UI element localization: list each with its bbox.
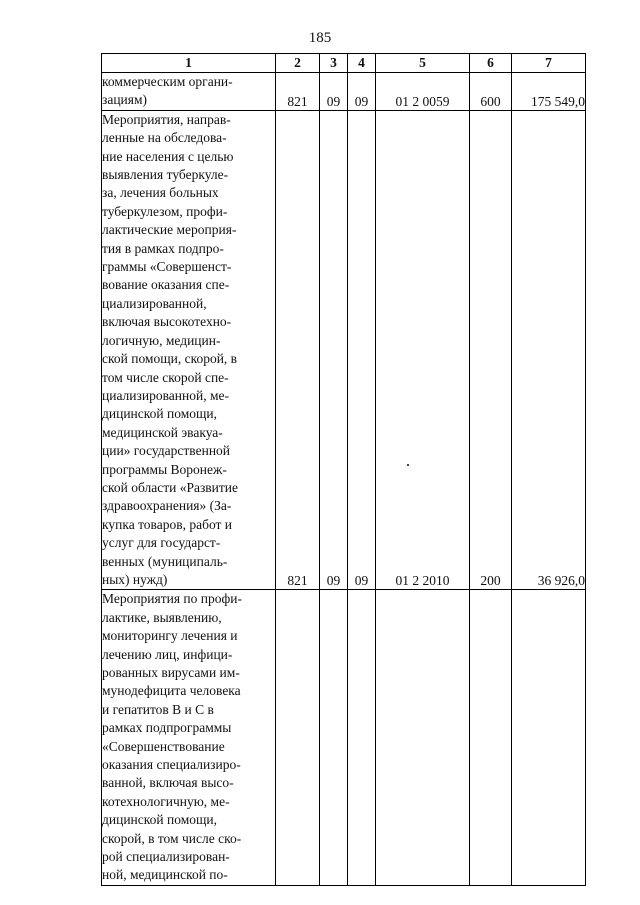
description-line: дицинской помощи, xyxy=(102,406,217,422)
description-line: мунодефицита человека xyxy=(102,683,241,699)
description-line: рованных вирусами им- xyxy=(102,665,240,680)
description-line: лечению лиц, инфици- xyxy=(102,646,233,662)
table-row xyxy=(102,110,586,590)
description-line: коммерческим органи- xyxy=(102,74,233,89)
subsection-code-cell xyxy=(348,590,376,886)
description-line: рамках подпрограммы xyxy=(102,720,232,736)
description-line: циализированной, ме- xyxy=(102,387,229,403)
description-line: том числе скорой спе- xyxy=(102,369,229,385)
row-description xyxy=(102,590,276,886)
description-line: «Совершенствование xyxy=(102,738,225,754)
description-line: медицинской эвакуа- xyxy=(102,424,223,440)
description-line: включая высокотехно- xyxy=(102,314,232,330)
target-article-cell xyxy=(376,590,470,886)
description-line: Мероприятия, направ- xyxy=(102,111,231,127)
description-line: циализированной, xyxy=(102,295,207,311)
description-line: ленные на обследова- xyxy=(102,130,227,146)
table-header-row xyxy=(102,54,586,73)
column-header: 3 xyxy=(320,54,348,73)
description-line: лактике, выявлению, xyxy=(102,609,222,625)
description-line: венных (муниципаль- xyxy=(102,553,228,569)
section-code-cell: 09 xyxy=(320,110,348,590)
description-line: здравоохранения» (За- xyxy=(102,498,232,514)
description-line: купка товаров, работ и xyxy=(102,516,233,532)
description-line: рой специализирован- xyxy=(102,849,230,865)
row-description xyxy=(102,73,276,111)
table-row xyxy=(102,73,586,111)
description-line: за, лечения больных xyxy=(102,185,219,201)
description-line: зациям) xyxy=(102,92,148,108)
description-line: ных) нужд) xyxy=(102,571,168,587)
description-line: Мероприятия по профи- xyxy=(102,591,242,607)
target-article-cell: 01 2 0059 xyxy=(376,73,470,111)
description-line: лактические мероприя- xyxy=(102,222,237,238)
ministry-code-cell: 821 xyxy=(276,110,320,590)
section-code-cell: 09 xyxy=(320,73,348,111)
column-header: 6 xyxy=(470,54,512,73)
table-row xyxy=(102,590,586,886)
row-description xyxy=(102,110,276,590)
description-line: туберкулезом, профи- xyxy=(102,203,228,219)
subsection-code-cell: 09 xyxy=(348,110,376,590)
description-line: оказания специализиро- xyxy=(102,757,241,773)
column-header: 2 xyxy=(276,54,320,73)
amount-cell: 36 926,0 xyxy=(512,110,586,590)
description-line: ской помощи, скорой, в xyxy=(102,351,238,367)
description-line: программы Воронеж- xyxy=(102,461,227,477)
expense-type-cell: 600 xyxy=(470,73,512,111)
description-line: ской области «Развитие xyxy=(102,479,239,495)
description-line: граммы «Совершенст- xyxy=(102,259,232,275)
description-line: скорой, в том числе ско- xyxy=(102,830,242,846)
page-number: 185 xyxy=(308,30,332,46)
scan-speck xyxy=(407,464,409,466)
description-line: ции» государственной xyxy=(102,443,231,459)
description-line: выявления туберкуле- xyxy=(102,167,229,183)
description-line: ние населения с целью xyxy=(102,148,234,164)
expense-type-cell: 200 xyxy=(470,110,512,590)
description-line: вование оказания спе- xyxy=(102,277,230,293)
expense-type-cell xyxy=(470,590,512,886)
budget-table xyxy=(101,53,586,886)
target-article-cell: 01 2 2010 xyxy=(376,110,470,590)
description-line: мониторингу лечения и xyxy=(102,628,238,644)
amount-cell xyxy=(512,590,586,886)
description-line: ной, медицинской по- xyxy=(102,867,228,883)
column-header: 5 xyxy=(376,54,470,73)
amount-cell: 175 549,0 xyxy=(512,73,586,111)
section-code-cell xyxy=(320,590,348,886)
ministry-code-cell xyxy=(276,590,320,886)
ministry-code-cell: 821 xyxy=(276,73,320,111)
description-line: дицинской помощи, xyxy=(102,812,217,828)
description-line: тия в рамках подпро- xyxy=(102,240,224,256)
description-line: логичную, медицин- xyxy=(102,332,221,348)
description-line: услуг для государст- xyxy=(102,535,221,551)
column-header: 1 xyxy=(102,54,276,73)
description-line: и гепатитов В и С в xyxy=(102,701,214,717)
description-line: котехнологичную, ме- xyxy=(102,793,230,809)
subsection-code-cell: 09 xyxy=(348,73,376,111)
column-header: 4 xyxy=(348,54,376,73)
description-line: ванной, включая высо- xyxy=(102,775,234,791)
column-header: 7 xyxy=(512,54,586,73)
